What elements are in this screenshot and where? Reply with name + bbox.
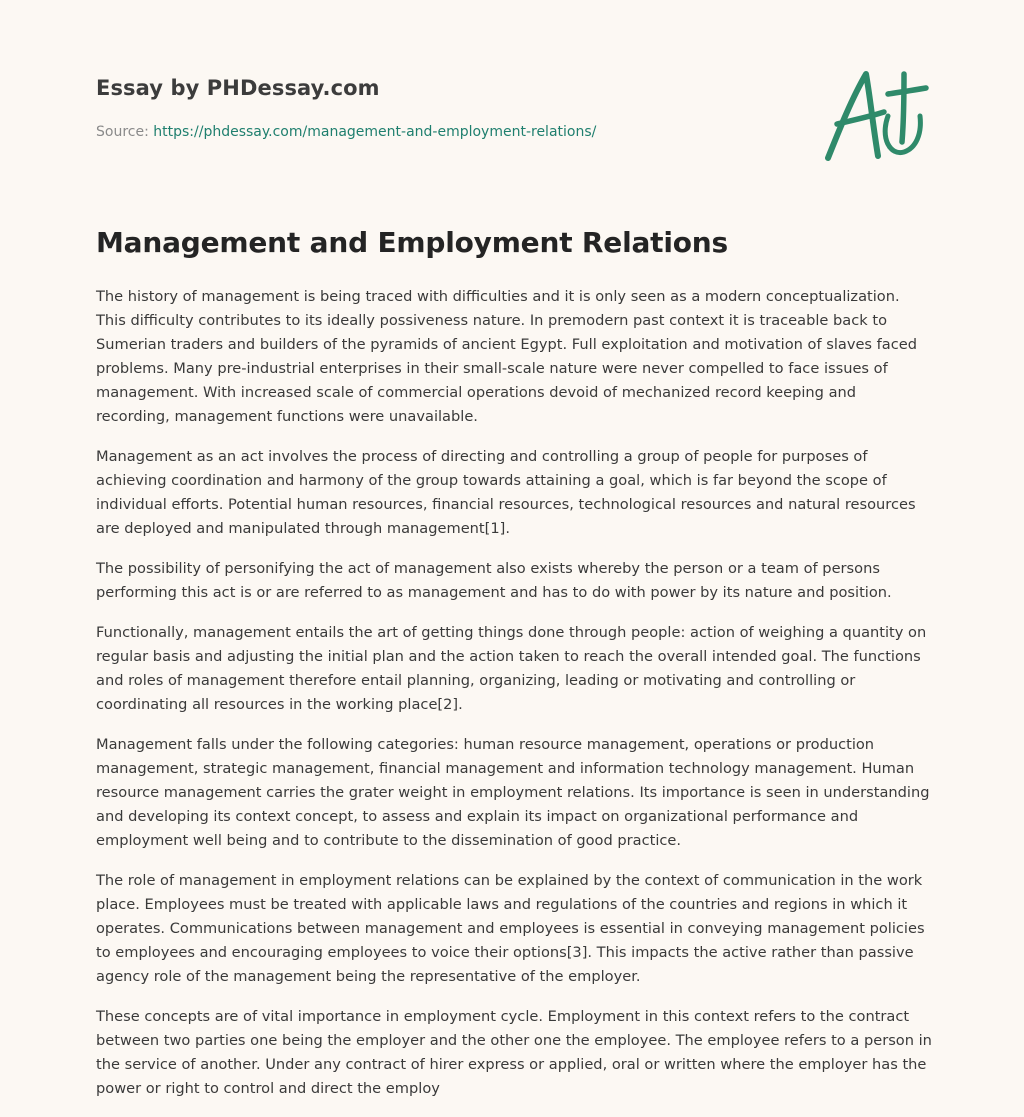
essay-body xyxy=(96,285,932,1117)
paragraph: Management as an act involves the process of directing and controlling a group of people for purposes of achieving coordination and harmony of the group towards attaining a goal, which is far beyond the scope of individual efforts. Potential human resources, financial resources, technological resources and natural resources are deployed and manipulated through management[1]. xyxy=(96,448,916,537)
paragraph: Management falls under the following categories: human resource management, operations or production management, strategic management, financial management and information technology management. Human resource management carries the grater weight in employment relations. Its importance is seen in understanding and developing its context concept, to assess and explain its impact on organizational performance and employment well being and to contribute to the dissemination of good practice. xyxy=(96,736,930,849)
a-plus-grade-icon xyxy=(820,66,930,166)
paragraph: The possibility of personifying the act of management also exists whereby the person or a team of persons performing this act is or are referred to as management and has to do with power by its nature and position. xyxy=(96,560,892,601)
paragraph: Functionally, management entails the art of getting things done through people: action of weighing a quantity on regular basis and adjusting the initial plan and the action taken to reach the overall intended goal. The functions and roles of management therefore entail planning, organizing, leading or motivating and controlling or coordinating all resources in the working place[2]. xyxy=(96,624,927,713)
source-line xyxy=(96,124,596,140)
paragraph: The role of management in employment relations can be explained by the context of communication in the work place. Employees must be treated with applicable laws and regulations of the countries and regions in which it operates. Communications between management and employees is essential in conveying management policies to employees and encouraging employees to voice their options[3]. This impacts the active rather than passive agency role of the management being the representative of the employer. xyxy=(96,872,925,985)
source-link[interactable]: https://phdessay.com/management-and-employment-relations/ xyxy=(153,124,597,140)
essay-title: Management and Employment Relations xyxy=(96,226,728,259)
site-title: Essay by PHDessay.com xyxy=(96,76,380,100)
paragraph: The history of management is being traced with difficulties and it is only seen as a modern conceptualization. This difficulty contributes to its ideally possiveness nature. In premodern past context it is traceable back to Sumerian traders and builders of the pyramids of ancient Egypt. Full exploitation and motivation of slaves faced problems. Many pre-industrial enterprises in their small-scale nature were never compelled to face issues of management. With increased scale of commercial operations devoid of mechanized record keeping and recording, management functions were unavailable. xyxy=(96,288,918,425)
paragraph: These concepts are of vital importance in employment cycle. Employment in this context refers to the contract between two parties one being the employer and the other one the employee. The employee refers to a person in the service of another. Under any contract of hirer express or applied, oral or written where the employer has the power or right to control and direct the employ xyxy=(96,1008,932,1097)
source-label: Source: xyxy=(96,124,149,140)
